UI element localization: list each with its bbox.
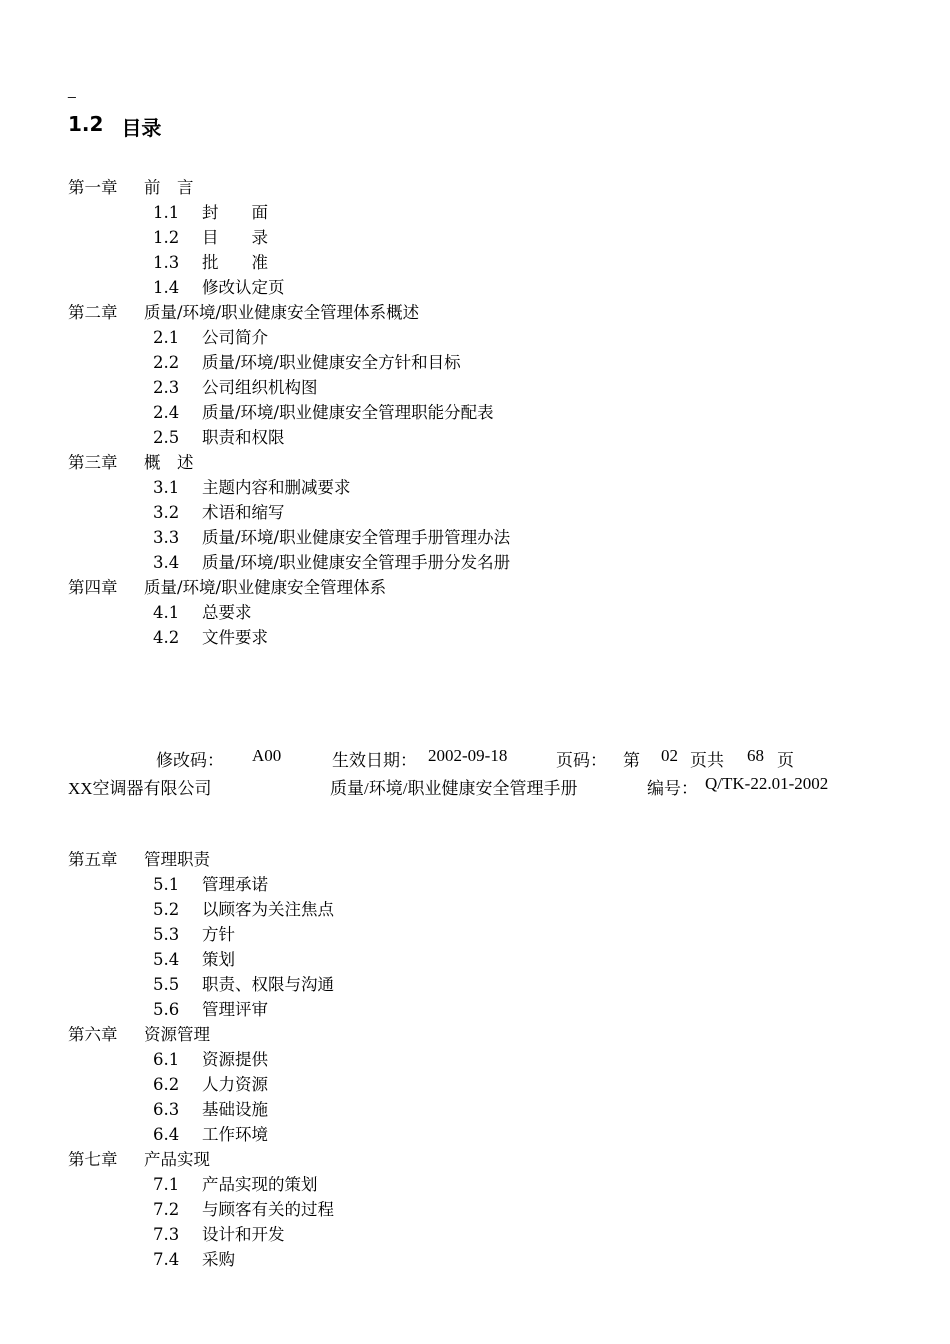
toc-section [68, 400, 510, 425]
doc-number: Q/TK-22.01-2002 [705, 774, 829, 793]
toc-chapter-number: 第七章 [68, 1150, 118, 1169]
toc-chapter-title: 质量/环境/职业健康安全管理体系 [144, 578, 387, 597]
toc-section-number: 3.1 [153, 478, 180, 497]
toc-section-number: 3.4 [153, 553, 180, 572]
toc-section-number: 5.1 [153, 875, 180, 894]
toc-section-title: 目 录 [202, 228, 268, 247]
toc-section-number: 6.1 [153, 1050, 180, 1069]
toc-section-number: 6.2 [153, 1075, 180, 1094]
toc-section [68, 1172, 334, 1197]
toc-chapter-number: 第三章 [68, 453, 118, 472]
toc-section-number: 2.2 [153, 353, 180, 372]
toc-section-title: 以顾客为关注焦点 [202, 900, 334, 919]
toc-section [68, 425, 510, 450]
toc-chapter-number: 第四章 [68, 578, 118, 597]
company-name: XX空调器有限公司 [68, 779, 212, 798]
toc-chapter-title: 资源管理 [144, 1025, 210, 1044]
toc-section-title: 质量/环境/职业健康安全管理手册分发名册 [202, 553, 511, 572]
doc-number-label: 编号： [647, 779, 698, 798]
toc-section-title: 质量/环境/职业健康安全方针和目标 [202, 353, 461, 372]
toc-section [68, 1222, 334, 1247]
toc-section-title: 封 面 [202, 203, 268, 222]
toc-section-number: 6.4 [153, 1125, 180, 1144]
toc-section-number: 1.3 [153, 253, 180, 272]
toc-section [68, 200, 510, 225]
toc-chapter-title: 产品实现 [144, 1150, 210, 1169]
toc-chapter [68, 575, 510, 600]
toc-section-number: 5.4 [153, 950, 180, 969]
toc-section [68, 1247, 334, 1272]
toc-section-number: 7.1 [153, 1175, 180, 1194]
toc-section-number: 1.2 [153, 228, 180, 247]
toc-section [68, 947, 334, 972]
toc-section-title: 质量/环境/职业健康安全管理手册管理办法 [202, 528, 511, 547]
toc-section [68, 350, 510, 375]
toc-section-number: 1.1 [153, 203, 180, 222]
toc-section-title: 管理承诺 [202, 875, 268, 894]
toc-section-number: 1.4 [153, 278, 180, 297]
page-label: 页码： [556, 751, 607, 770]
toc-chapter-title: 质量/环境/职业健康安全管理体系概述 [144, 303, 420, 322]
toc-section-title: 修改认定页 [202, 278, 285, 297]
toc-section [68, 1097, 334, 1122]
page-mid: 页共 [690, 751, 724, 770]
toc-section-title: 职责和权限 [202, 428, 285, 447]
toc-section-title: 公司简介 [202, 328, 268, 347]
toc-section-number: 4.1 [153, 603, 180, 622]
toc-section-title: 人力资源 [202, 1075, 268, 1094]
toc-section [68, 525, 510, 550]
toc-section-number: 7.4 [153, 1250, 180, 1269]
toc-chapter-title: 管理职责 [144, 850, 210, 869]
toc-section-title: 方针 [202, 925, 235, 944]
toc-section-number: 5.6 [153, 1000, 180, 1019]
toc-section-title: 职责、权限与沟通 [202, 975, 334, 994]
toc-chapter-number: 第五章 [68, 850, 118, 869]
toc-chapter [68, 847, 334, 872]
toc-chapter [68, 1022, 334, 1047]
toc-section [68, 1072, 334, 1097]
toc-chapter [68, 300, 510, 325]
table-of-contents-page-1 [68, 175, 510, 650]
revision-value: A00 [252, 746, 282, 765]
page-suffix: 页 [777, 751, 794, 770]
toc-section-number: 5.5 [153, 975, 180, 994]
toc-section-number: 4.2 [153, 628, 180, 647]
toc-section-title: 管理评审 [202, 1000, 268, 1019]
toc-section [68, 375, 510, 400]
toc-section-number: 5.2 [153, 900, 180, 919]
toc-section [68, 625, 510, 650]
toc-section-number: 2.4 [153, 403, 180, 422]
toc-section [68, 872, 334, 897]
toc-chapter-number: 第二章 [68, 303, 118, 322]
toc-section [68, 325, 510, 350]
page-title-text: 目录 [121, 116, 162, 140]
toc-section [68, 1047, 334, 1072]
toc-section-title: 工作环境 [202, 1125, 268, 1144]
manual-title: 质量/环境/职业健康安全管理手册 [330, 779, 578, 798]
toc-section-title: 质量/环境/职业健康安全管理职能分配表 [202, 403, 494, 422]
toc-section-title: 术语和缩写 [202, 503, 285, 522]
toc-section [68, 225, 510, 250]
toc-section-title: 文件要求 [202, 628, 268, 647]
toc-chapter [68, 175, 510, 200]
toc-chapter-number: 第六章 [68, 1025, 118, 1044]
toc-section-title: 采购 [202, 1250, 235, 1269]
top-mark: _ [68, 82, 76, 98]
toc-section [68, 550, 510, 575]
toc-section-title: 产品实现的策划 [202, 1175, 318, 1194]
toc-section [68, 972, 334, 997]
toc-section-number: 2.1 [153, 328, 180, 347]
effective-date: 2002-09-18 [428, 746, 508, 765]
toc-section [68, 600, 510, 625]
toc-section-title: 策划 [202, 950, 235, 969]
toc-section-number: 7.3 [153, 1225, 180, 1244]
toc-section-title: 基础设施 [202, 1100, 268, 1119]
toc-section-title: 批 准 [202, 253, 268, 272]
toc-chapter-title: 前 言 [144, 178, 194, 197]
page-total: 68 [747, 746, 764, 765]
page-title [68, 112, 161, 141]
toc-section-number: 2.5 [153, 428, 180, 447]
toc-section [68, 1197, 334, 1222]
revision-label: 修改码： [156, 751, 224, 770]
toc-section [68, 500, 510, 525]
toc-section-title: 总要求 [202, 603, 252, 622]
page-current: 02 [661, 746, 678, 765]
toc-chapter-number: 第一章 [68, 178, 118, 197]
toc-section-title: 资源提供 [202, 1050, 268, 1069]
toc-section-number: 5.3 [153, 925, 180, 944]
toc-section [68, 1122, 334, 1147]
toc-section-title: 主题内容和删减要求 [202, 478, 351, 497]
toc-section [68, 475, 510, 500]
toc-chapter [68, 450, 510, 475]
toc-section-number: 2.3 [153, 378, 180, 397]
table-of-contents-page-2 [68, 847, 334, 1272]
toc-section [68, 275, 510, 300]
toc-section-number: 6.3 [153, 1100, 180, 1119]
toc-section [68, 922, 334, 947]
toc-section-number: 3.2 [153, 503, 180, 522]
toc-section-title: 与顾客有关的过程 [202, 1200, 334, 1219]
toc-section-number: 7.2 [153, 1200, 180, 1219]
toc-section [68, 997, 334, 1022]
toc-section-title: 公司组织机构图 [202, 378, 318, 397]
toc-section-title: 设计和开发 [202, 1225, 285, 1244]
toc-chapter-title: 概 述 [144, 453, 194, 472]
toc-section [68, 250, 510, 275]
effective-label: 生效日期： [332, 751, 417, 770]
toc-chapter [68, 1147, 334, 1172]
page-title-number: 1.2 [68, 112, 104, 136]
toc-section-number: 3.3 [153, 528, 180, 547]
toc-section [68, 897, 334, 922]
page-prefix: 第 [623, 751, 640, 770]
